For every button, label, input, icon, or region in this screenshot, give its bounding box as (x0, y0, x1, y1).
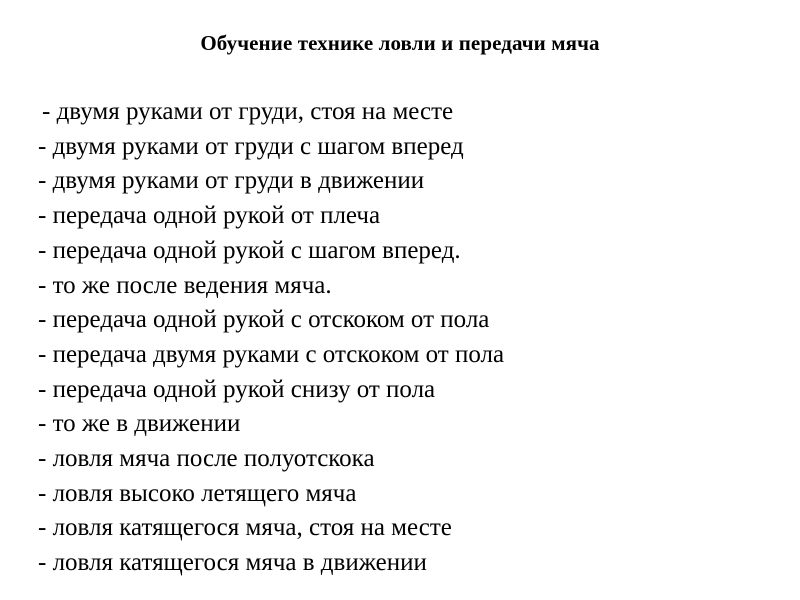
list-item: - передача одной рукой с отскоком от пола (38, 306, 490, 334)
list-item: - то же после ведения мяча. (38, 271, 332, 299)
list-item: - то же в движении (38, 410, 241, 438)
list-item: - передача одной рукой от плеча (38, 202, 381, 230)
list-item: - двумя руками от груди с шагом вперед (38, 132, 464, 160)
list-item: - ловля катящегося мяча в движении (38, 549, 427, 577)
list-item: - двумя руками от груди в движении (38, 167, 425, 195)
page-title: Обучение технике ловли и передачи мяча (200, 31, 600, 55)
list-item: - передача двумя руками с отскоком от пола (38, 340, 505, 368)
list-item: - передача одной рукой с шагом вперед. (38, 236, 461, 264)
list-item: - ловля мяча после полуотскока (38, 445, 375, 473)
list-item: - ловля катящегося мяча, стоя на месте (38, 514, 452, 542)
technique-list (38, 95, 504, 581)
list-item: - передача одной рукой снизу от пола (38, 375, 436, 403)
list-item: - ловля высоко летящего мяча (38, 479, 357, 507)
list-item: - двумя руками от груди, стоя на месте (42, 98, 454, 125)
